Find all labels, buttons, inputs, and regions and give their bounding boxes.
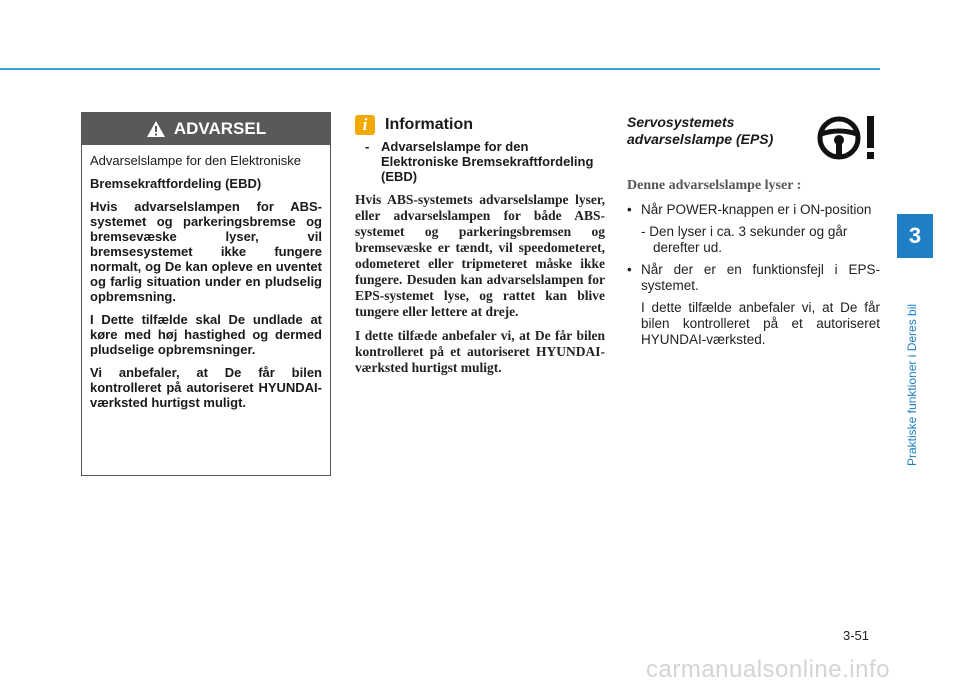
warning-body [82, 145, 330, 410]
warning-heading: ADVARSEL [173, 119, 267, 138]
information-header [355, 115, 605, 135]
chapter-tab: 3 [897, 214, 933, 258]
steering-wheel-exclamation-icon [813, 112, 879, 164]
watermark: carmanualsonline.info [646, 656, 890, 683]
information-paragraph: I dette tilfæde anbefaler vi, at De får bilen kontrolleret på et autoriseret HYUNDAI-værksted hurtigst muligt. [355, 328, 605, 375]
info-icon: i [355, 115, 375, 135]
eps-item-sub: - Den lyser i ca. 3 sekunder og går derefter ud. [641, 224, 848, 255]
warning-box [81, 112, 331, 476]
eps-lead: Denne advarselslampe lyser : [627, 178, 802, 193]
warning-paragraph: Vi anbefaler, at De får bilen kontrolleret på autoriseret HYUNDAI-værksted hurtigst muligt. [90, 365, 322, 410]
page-number: 3-51 [843, 628, 870, 643]
information-title: Information [385, 116, 473, 133]
warning-paragraph: Bremsekraftfordeling (EBD) [90, 176, 262, 191]
warning-paragraph: Advarselslampe for den Elektroniske [90, 153, 301, 168]
warning-triangle-icon [146, 120, 166, 138]
information-subtitle [365, 139, 605, 184]
eps-title: Servosystemets advarselslampe (EPS) [627, 114, 774, 147]
information-paragraph: Hvis ABS-systemets advarselslampe lyser, eller advarselslampen for både ABS-systemet og parkeringsbremsen og bremsevæske er tændt, vil speedometeret, odometeret eller tripmeteret måske ikke fungere. Desuden kan advarselslampen for EPS-systemet lyse, og rattet kan blive tungere eller lettere at dreje. [355, 192, 605, 319]
top-rule [0, 68, 880, 70]
list-item [627, 202, 880, 256]
information-subtitle-text: Advarselslampe for den Elektroniske Bremsekraftfordeling (EBD) [381, 139, 594, 184]
eps-section [627, 112, 880, 348]
warning-paragraph: I Dette tilfælde skal De undlade at køre med høj hastighed og dermed pludselige opbremsninger. [90, 312, 322, 357]
chapter-label: Praktiske funktioner i Deres bil [905, 303, 919, 466]
information-section [355, 115, 605, 376]
warning-header [82, 113, 330, 145]
eps-item-text: Når der er en funktionsfejl i EPS-systemet. [641, 262, 880, 293]
eps-item-note: I dette tilfælde anbefaler vi, at De får bilen kontrolleret på et autoriseret HYUNDAI-værksted. [641, 300, 880, 347]
list-item [627, 262, 880, 348]
warning-paragraph: Hvis advarselslampen for ABS-systemet og parkeringsbremse og bremsevæske lyser, vil bremsesystemet ikke fungere normalt, og De kan opleve en uventet og farlig situation under en pludselig opbremsning. [90, 199, 322, 304]
subtitle-dash: - [365, 139, 370, 154]
eps-item-text: Når POWER-knappen er i ON-position [641, 202, 872, 217]
eps-list [627, 202, 880, 348]
